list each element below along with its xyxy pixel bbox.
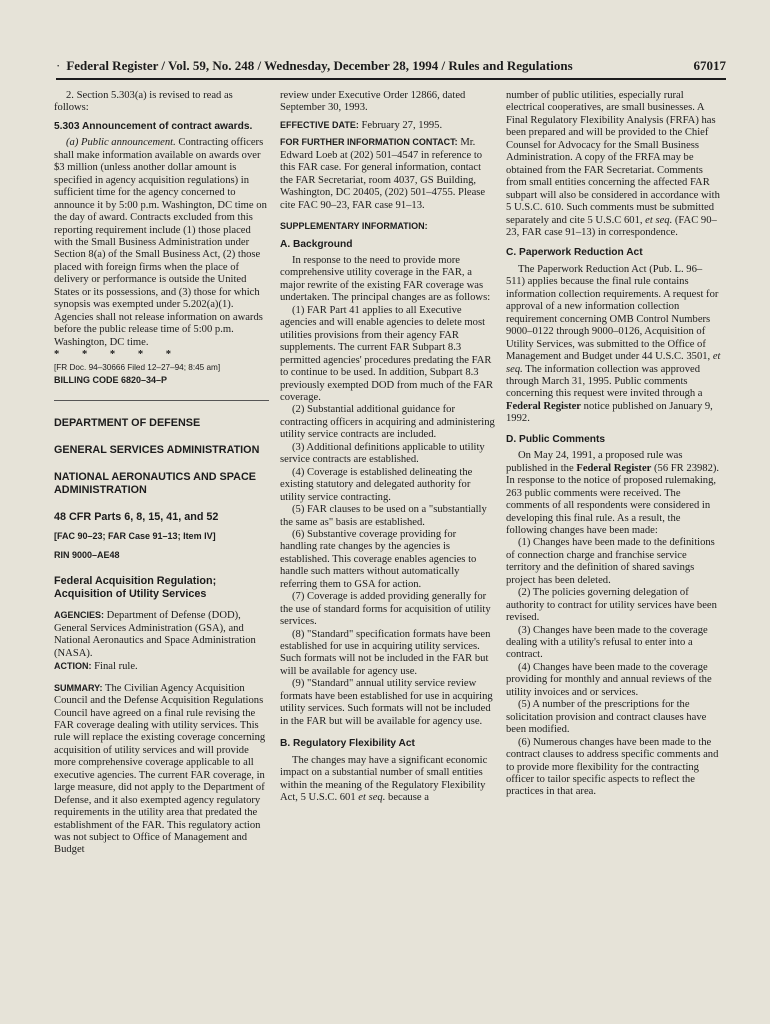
paperwork-text-2: The information collection was approved through March 31, 1995. Public comments concerning this request were invited through a <box>506 363 703 400</box>
reg-flex-paragraph <box>280 755 495 805</box>
page-header <box>56 58 726 74</box>
cfr-parts: 48 CFR Parts 6, 8, 15, 41, and 52 <box>54 511 219 524</box>
page-number: 67017 <box>693 58 726 73</box>
header-text: Federal Register / Vol. 59, No. 248 / Wednesday, December 28, 1994 / Rules and Regulations <box>66 58 573 73</box>
reg-flex-heading: B. Regulatory Flexibility Act <box>280 738 415 750</box>
agencies-paragraph <box>54 609 269 660</box>
background-item-7: (7) Coverage is added providing generally for the use of standard forms for acquisition of utility services. <box>280 591 491 628</box>
agency-nasa: NATIONAL AERONAUTICS AND SPACE ADMINISTRATION <box>54 471 256 497</box>
background-item-6: (6) Substantive coverage providing for handling rate changes by the agencies is established. This coverage enables agencies to handle such matters without automatically referring them to GSA for action. <box>280 528 477 590</box>
amend-paragraph: 2. Section 5.303(a) is revised to read as follows: <box>54 90 233 114</box>
supplementary-label: SUPPLEMENTARY INFORMATION: <box>280 221 428 232</box>
section-para-text: Contracting officers shall make information available on awards over $3 million (unless another dollar amount is specified in agency acquisition regulations) in sufficient time for the agency concerned to announce it by 5:00 p.m. Washington, DC time on the day of award. Contracts excluded from this reporting requirement include (1) those placed with the Small Business Administration under Section 8(a) of the Small Business Act, (2) those placed with foreign firms when the place of delivery or performance is outside the United States or its possessions, and (3) those for which synopsis was exempted under 5.202(a)(1). Agencies shall not release information on awards before the public release time of 5:00 p.m. Washington, DC time. <box>54 137 267 348</box>
fac-line: [FAC 90–23; FAR Case 91–13; Item IV] <box>54 531 216 542</box>
summary-paragraph <box>54 682 269 857</box>
column-2 <box>280 90 495 804</box>
paperwork-text-3: notice published on January 9, 1992. <box>506 400 713 425</box>
background-item-9: (9) "Standard" annual utility service review formats have been established for use in acquiring utility services. Such formats will not be included in the FAR but will be available for agency use. <box>280 678 493 727</box>
comment-change-5: (5) A number of the prescriptions for the solicitation provision and contract clauses have been modified. <box>506 699 707 736</box>
contact-label: FOR FURTHER INFORMATION CONTACT: <box>280 137 458 148</box>
background-item-4: (4) Coverage is established delineating the existing statutory and delegated authority for utility service contracting. <box>280 466 473 503</box>
background-item-8: (8) "Standard" specification formats have been established for use in acquiring utility services. Such formats will not be included in the FAR but will be available for agency use. <box>280 628 491 677</box>
public-comments-heading: D. Public Comments <box>506 433 606 445</box>
public-comments-intro <box>506 450 721 537</box>
agency-dod: DEPARTMENT OF DEFENSE <box>54 417 201 430</box>
agency-gsa: GENERAL SERVICES ADMINISTRATION <box>54 444 260 457</box>
reg-flex-ital: et seq. <box>358 792 386 804</box>
effective-date-label: EFFECTIVE DATE: <box>280 119 359 130</box>
paperwork-ital: et seq. <box>506 351 721 375</box>
action-paragraph <box>54 660 269 673</box>
rin-line: RIN 9000–AE48 <box>54 549 120 560</box>
comment-change-2: (2) The policies governing delegation of authority to contract for utility services have been revised. <box>506 587 717 624</box>
comment-change-4: (4) Changes have been made to the coverage providing for monthly and annual reviews of the utility invoices and or services. <box>506 661 712 698</box>
paperwork-paragraph <box>506 264 721 426</box>
comment-change-1: (1) Changes have been made to the definitions of connection charge and franchise service territory and the definition of shared savings project has been deleted. <box>506 537 715 586</box>
background-item-3: (3) Additional definitions applicable to utility service contracts are established. <box>280 441 485 466</box>
rule-title: Federal Acquisition Regulation; Acquisition of Utility Services <box>54 575 217 601</box>
header-rule <box>56 78 726 80</box>
review-paragraph: review under Executive Order 12866, dated September 30, 1993. <box>280 90 466 114</box>
paperwork-fr-bold: Federal Register <box>506 400 582 412</box>
reg-flex-text: The changes may have a significant economic impact on a substantial number of small entities within the meaning of the Regulatory Flexibility Act, 5 U.S.C. 601 <box>280 754 488 804</box>
paperwork-heading: C. Paperwork Reduction Act <box>506 247 643 259</box>
document-divider <box>54 400 269 401</box>
background-item-2: (2) Substantial additional guidance for contracting officers in acquiring and administering utility service contracts are included. <box>280 404 495 441</box>
section-heading: 5.303 Announcement of contract awards. <box>54 120 253 132</box>
reg-flex-cont-end: (FAC 90–23, FAR case 91–13) in correspondence. <box>506 214 717 238</box>
comment-change-6: (6) Numerous changes have been made to the contract clauses to address specific comments and to provide more flexibility for the contracting officer to tailor specific aspects to reflect the practices in that area. <box>506 736 719 798</box>
action-text: Final rule. <box>94 661 138 673</box>
contact-text: Mr. Edward Loeb at (202) 501–4547 in reference to this FAR case. For general information, contact the FAR Secretariat, room 4037, GS Building, Washington, DC 20405, (202) 501–4755. Please cite FAC 90–23, FAR case 91–13. <box>280 137 486 211</box>
background-heading: A. Background <box>280 238 353 250</box>
section-paragraph <box>54 137 269 349</box>
fr-doc-line: [FR Doc. 94–30666 Filed 12–27–94; 8:45 am] <box>54 362 221 372</box>
stars-separator: * * * * * <box>54 349 182 361</box>
public-comments-fr-bold: Federal Register <box>576 462 652 474</box>
effective-date-text: February 27, 1995. <box>361 119 443 131</box>
action-label: ACTION: <box>54 661 92 672</box>
public-comments-text-2: (56 FR 23982). In response to the notice of proposed rulemaking, 263 public comments were received. The comments of all respondents were considered in developing this final rule. As a result, the following changes have been made: <box>506 462 720 536</box>
background-item-1: (1) FAR Part 41 applies to all Executive agencies and will enable agencies to delete most utilities provisions from their agency FAR supplements. The current FAR Subpart 8.3 permitted agencies' procedures predating the FAR to continue to be used. In addition, Subpart 8.3 previously exempted DOD from much of the FAR coverage. <box>280 304 494 403</box>
public-comments-text: On May 24, 1991, a proposed rule was published in the <box>506 450 683 474</box>
comment-change-3: (3) Changes have been made to the coverage dealing with a utility's refusal to enter into a contract. <box>506 624 708 661</box>
billing-code: BILLING CODE 6820–34–P <box>54 374 168 385</box>
column-3 <box>506 90 721 799</box>
column-1 <box>54 90 269 857</box>
effective-date-paragraph <box>280 119 495 132</box>
reg-flex-continued <box>506 90 721 239</box>
agencies-text: Department of Defense (DOD), General Services Administration (GSA), and National Aeronautics and Space Administration (NASA). <box>54 610 256 659</box>
contact-paragraph <box>280 136 495 212</box>
section-para-label: (a) Public announcement. <box>66 137 176 149</box>
reg-flex-end: because a <box>388 792 429 804</box>
header-bullet: · <box>56 58 61 73</box>
reg-flex-cont-text: number of public utilities, especially rural electrical cooperatives, are small businesses. A Final Regulatory Flexibility Analysis (FRFA) has been prepared and will be provided to the Chief Counsel for Advocacy for the Small Business Administration. A copy of the FRFA may be obtained from the FAR Secretariat. Comments from small entities concerning the affected FAR subpart will also be considered in accordance with 5 U.S.C. 610. Such comments must be submitted separately and cite 5 U.S.C 601, <box>506 90 720 226</box>
summary-label: SUMMARY: <box>54 682 103 693</box>
summary-text: The Civilian Agency Acquisition Council and the Defense Acquisition Regulations Council have agreed on a final rule revising the FAR coverage dealing with utility services. This rule will replace the existing coverage concerning acquisition of utility services and will provide more comprehensive coverage applicable to all executive agencies. The current FAR coverage, in large measure, did not apply to the Department of Defense, and it also exempted agency regulatory requirements in the utility area that predated the establishment of the FAR. This regulatory action was not subject to Office of Management and Budget <box>54 682 266 856</box>
paperwork-text: The Paperwork Reduction Act (Pub. L. 96–511) applies because the final rule contains information collection requirements. A request for approval of a new information collection requirement concerning OMB Control Numbers 9000–0122 through 9000–0126, Acquisition of Utility Services, was submitted to the Office of Management and Budget under 44 U.S.C. 3501, <box>506 263 719 363</box>
background-intro: In response to the need to provide more comprehensive utility coverage in the FAR, a major rewrite of the existing FAR coverage was undertaken. The principal changes are as follows: <box>280 254 491 304</box>
reg-flex-cont-ital: et seq. <box>645 214 673 226</box>
background-item-5: (5) FAR clauses to be used on a "substantially the same as" basis are established. <box>280 504 487 528</box>
agencies-label: AGENCIES: <box>54 610 105 621</box>
